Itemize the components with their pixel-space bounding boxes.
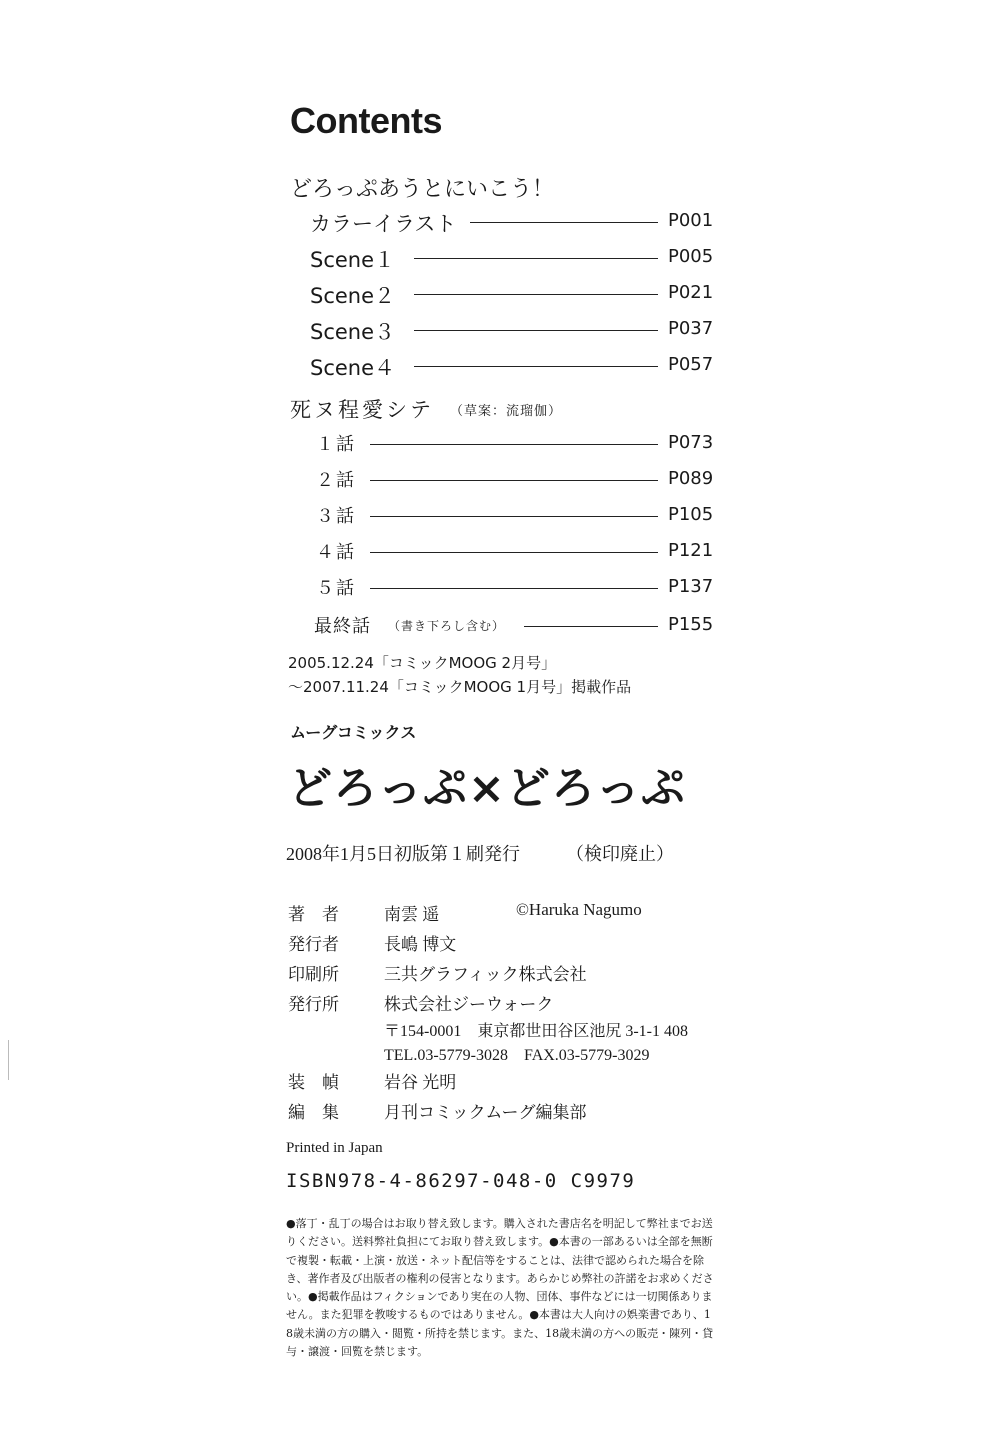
credit-row-editor xyxy=(288,1098,788,1126)
leader-line xyxy=(414,294,658,295)
toc-entry-label: 最終話 xyxy=(314,616,371,637)
credit-row-publisher xyxy=(288,990,788,1018)
toc-entry[interactable] xyxy=(0,502,1000,530)
toc-entry-page: P089 xyxy=(668,468,714,489)
toc-entry[interactable] xyxy=(0,208,1000,236)
seal-note: （検印廃止） xyxy=(566,844,674,864)
credit-label: 装 幀 xyxy=(288,1073,339,1092)
publisher-address: 〒154-0001 東京都世田谷区池尻 3-1-1 408 xyxy=(384,1023,688,1040)
leader-line xyxy=(370,480,658,481)
toc-entry-page: P037 xyxy=(668,318,714,339)
toc-entry-page: P155 xyxy=(668,614,714,635)
credit-row-contact xyxy=(288,1042,788,1070)
section-title-2: 死ヌ程愛シテ xyxy=(290,398,434,422)
toc-entry[interactable] xyxy=(0,280,1000,308)
credit-value: 岩谷 光明 xyxy=(384,1073,457,1092)
toc-entry-page: P021 xyxy=(668,282,714,303)
section-note-2: （草案：流瑠伽） xyxy=(450,404,563,419)
scan-edge-mark xyxy=(8,1040,12,1080)
toc-entry[interactable] xyxy=(0,316,1000,344)
leader-line xyxy=(470,222,658,223)
leader-line xyxy=(370,444,658,445)
toc-entry-page: P073 xyxy=(668,432,714,453)
credit-label: 印刷所 xyxy=(288,965,339,984)
credit-value: 株式会社ジーウォーク xyxy=(384,995,554,1014)
toc-entry-note: （書き下ろし含む） xyxy=(388,619,506,633)
toc-entry-label: Scene１ xyxy=(310,248,396,272)
contents-heading: Contents xyxy=(290,100,442,141)
leader-line xyxy=(370,516,658,517)
copyright-notice: ©Haruka Nagumo xyxy=(516,900,642,919)
credit-row-author xyxy=(288,900,788,928)
toc-entry-label: Scene４ xyxy=(310,356,396,380)
credit-label: 編 集 xyxy=(288,1103,339,1122)
credit-value: 南雲 遥 xyxy=(384,905,440,924)
toc-entry-label: ５話 xyxy=(316,578,356,599)
serialization-line-2: ～2007.11.24「コミックMOOG 1月号」掲載作品 xyxy=(288,678,632,696)
toc-entry-label: １話 xyxy=(316,434,356,455)
leader-line xyxy=(370,588,658,589)
toc-entry-page: P105 xyxy=(668,504,714,525)
leader-line xyxy=(524,626,658,627)
credit-label: 発行者 xyxy=(288,935,339,954)
toc-entry[interactable] xyxy=(0,352,1000,380)
leader-line xyxy=(414,330,658,331)
publisher-contact: TEL.03-5779-3028 FAX.03-5779-3029 xyxy=(384,1047,650,1064)
leader-line xyxy=(370,552,658,553)
series-name: ムーグコミックス xyxy=(290,723,417,742)
publication-date: 2008年1月5日初版第１刷発行 xyxy=(286,844,520,864)
toc-entry[interactable] xyxy=(0,430,1000,458)
leader-line xyxy=(414,366,658,367)
section-title-1: どろっぷあうとにいこう！ xyxy=(290,177,555,202)
book-title: どろっぷ×どろっぷ xyxy=(288,763,686,814)
toc-entry[interactable] xyxy=(0,466,1000,494)
toc-entry-label: ２話 xyxy=(316,470,356,491)
toc-entry-page: P121 xyxy=(668,540,714,561)
toc-entry-page: P057 xyxy=(668,354,714,375)
toc-entry[interactable] xyxy=(0,538,1000,566)
leader-line xyxy=(414,258,658,259)
credit-label: 発行所 xyxy=(288,995,339,1014)
toc-entry-label: Scene２ xyxy=(310,284,396,308)
credit-label: 著 者 xyxy=(288,905,339,924)
toc-entry-label: Scene３ xyxy=(310,320,396,344)
toc-entry[interactable] xyxy=(0,612,1000,640)
credit-value: 三共グラフィック株式会社 xyxy=(384,965,587,984)
credit-row-publisher-person xyxy=(288,930,788,958)
toc-entry[interactable] xyxy=(0,244,1000,272)
toc-entry-label: カラーイラスト xyxy=(310,212,457,236)
legal-notice: ●落丁・乱丁の場合はお取り替え致します。購入された書店名を明記して弊社までお送りください。送料弊社負担にてお取り替え致します。●本書の一部あるいは全部を無断で複製・転載・上演・放送・ネット配信等をすることは、法律で認められた場合を除き、著作者及び出版者の権利の侵害となります。あらかじめ弊社の許諾をお求めください。●掲載作品はフィクションであり実在の人物、団体、事件などには一切関係ありません。また犯罪を教唆するものではありません。●本書は大人向けの娯楽書であり、18歳未満の方の購入・閲覧・所持を禁じます。また、18歳未満の方への販売・陳列・貸与・譲渡・回覧を禁じます。 xyxy=(286,1217,714,1359)
toc-entry-page: P005 xyxy=(668,246,714,267)
isbn: ISBN978-4-86297-048-0 C9979 xyxy=(286,1170,636,1192)
credit-row-printer xyxy=(288,960,788,988)
printed-in: Printed in Japan xyxy=(286,1140,383,1156)
credit-value: 長嶋 博文 xyxy=(384,935,457,954)
toc-entry[interactable] xyxy=(0,574,1000,602)
toc-entry-label: ３話 xyxy=(316,506,356,527)
toc-entry-label: ４話 xyxy=(316,542,356,563)
credit-row-design xyxy=(288,1068,788,1096)
toc-entry-page: P001 xyxy=(668,210,714,231)
credit-value: 月刊コミックムーグ編集部 xyxy=(384,1103,587,1122)
serialization-line-1: 2005.12.24「コミックMOOG 2月号」 xyxy=(288,654,557,672)
toc-entry-page: P137 xyxy=(668,576,714,597)
